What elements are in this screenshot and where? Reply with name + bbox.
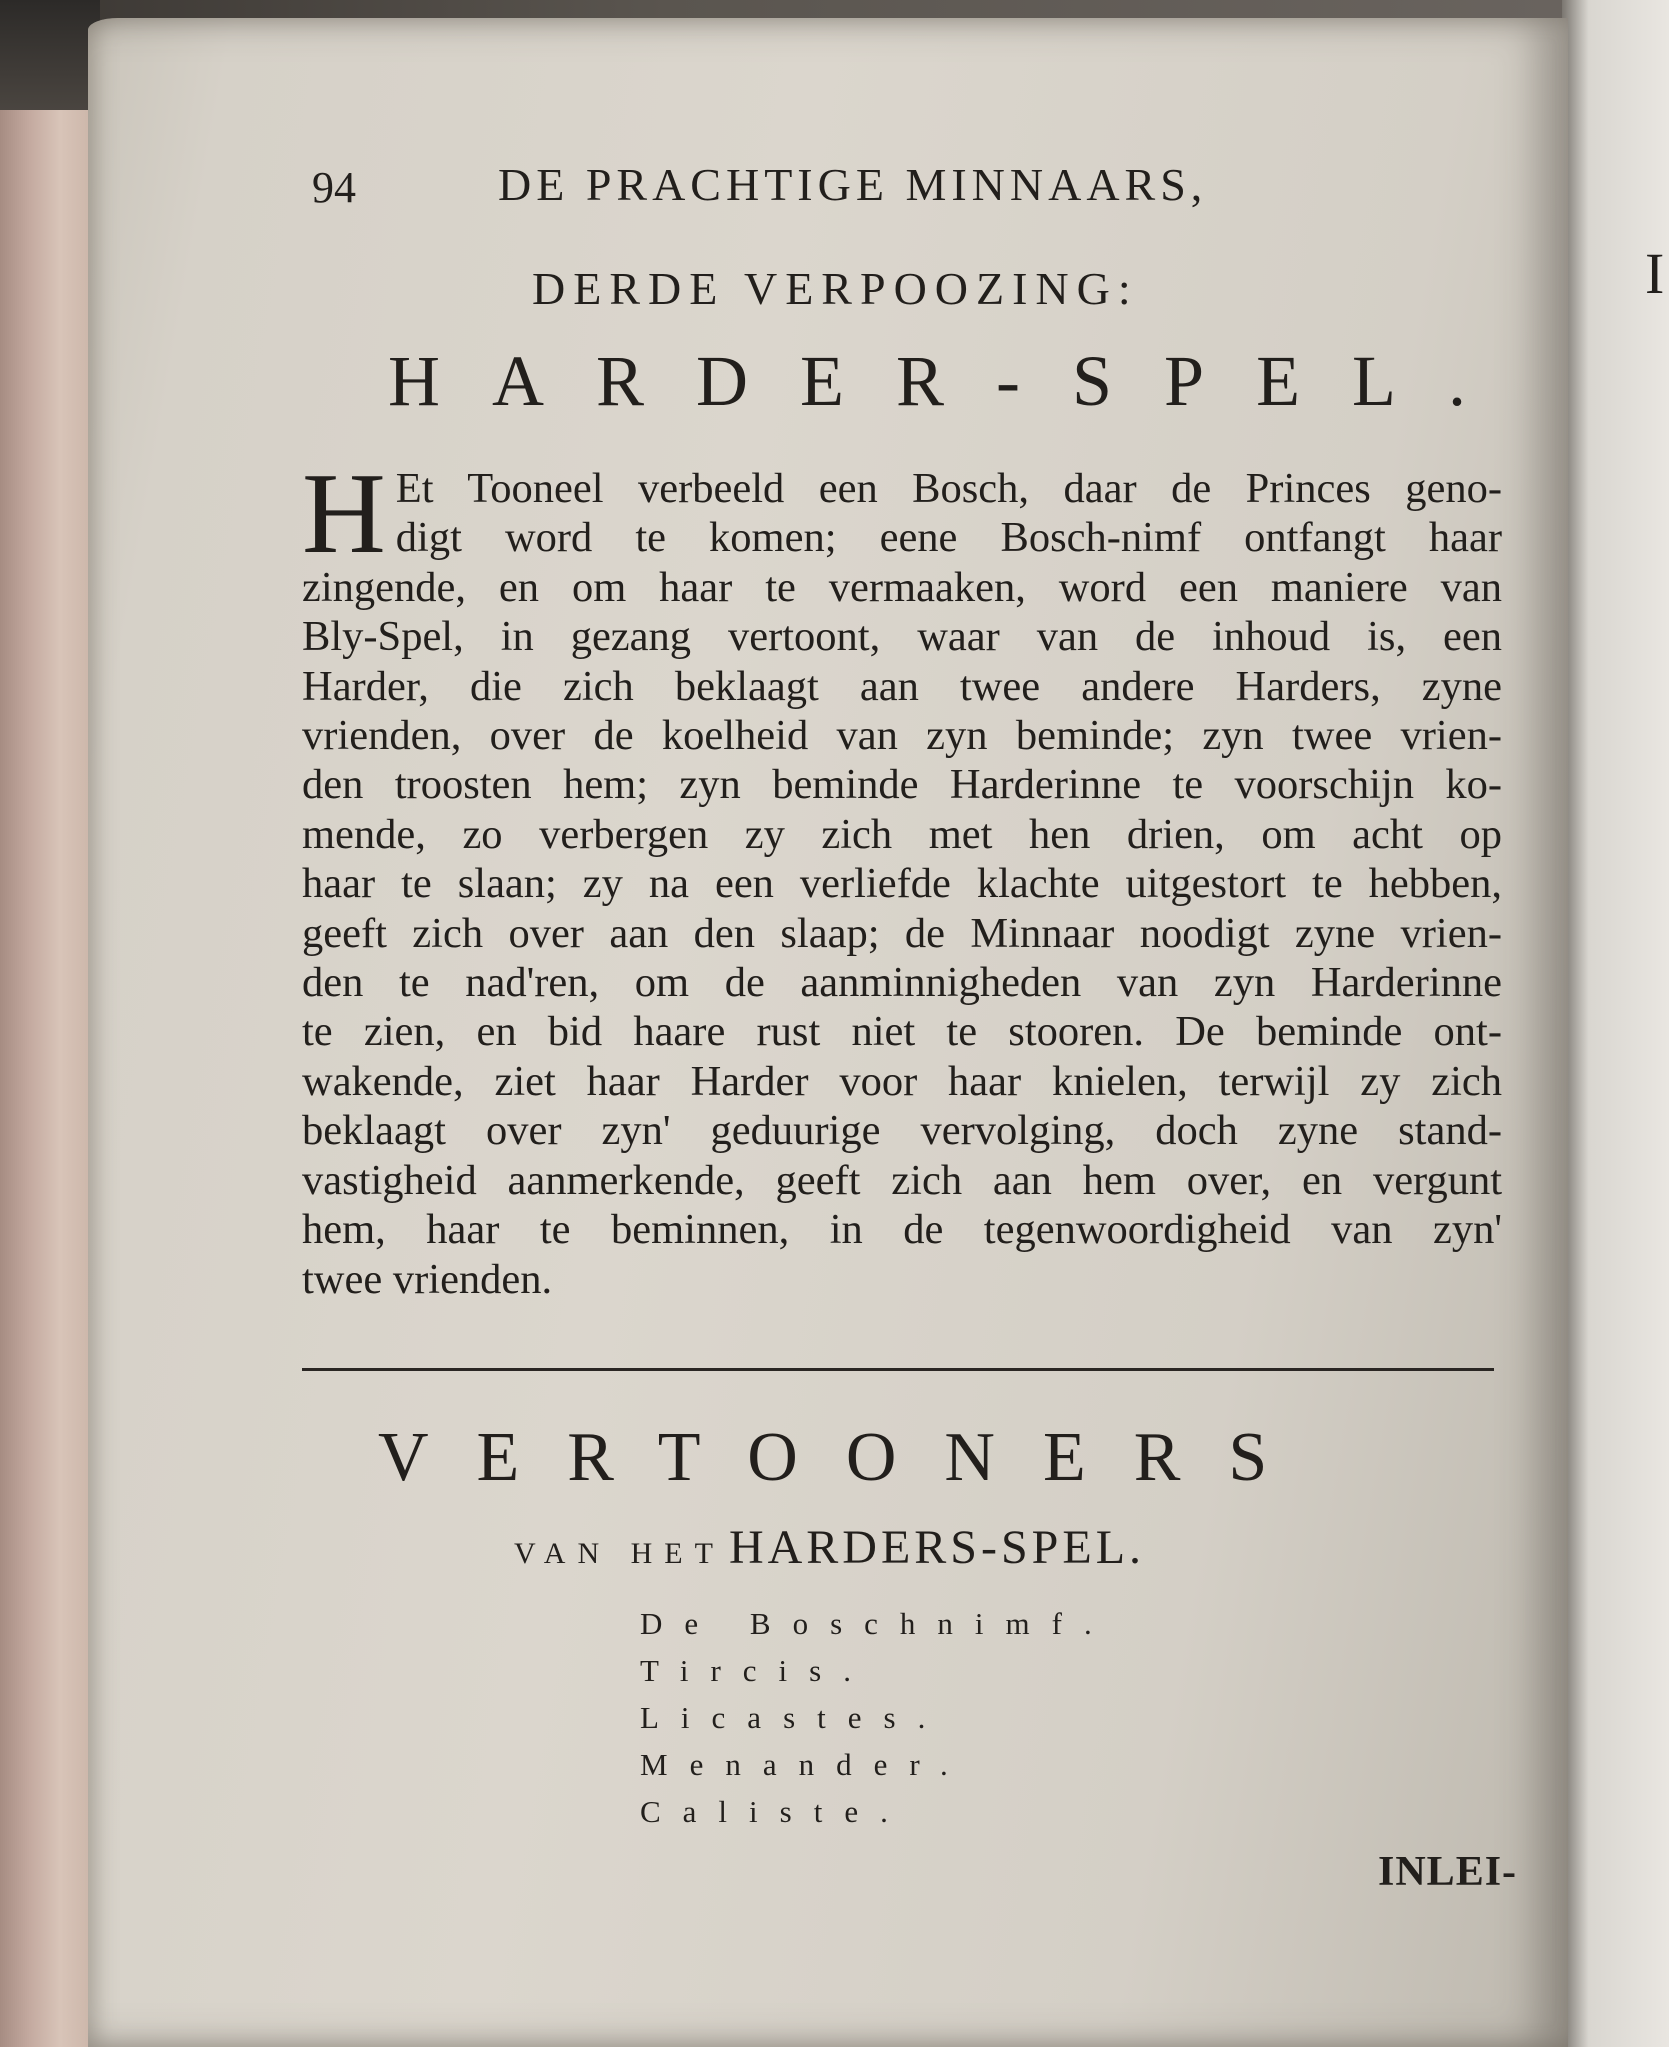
cast-member: Licastes. [640,1700,948,1735]
body-line: den te nad'ren, om de aanminnigheden van zyn Harderinne [302,959,1502,1007]
body-line: beklaagt over zyn' geduurige vervolging, doch zyne stand- [302,1107,1502,1155]
play-title: HARDER-SPEL. [388,341,1519,421]
body-line: Et Tooneel verbeeld een Bosch, daar de Princes geno- [395,465,1502,512]
body-line: digt word te komen; eene Bosch-nimf ontfangt haar [395,514,1502,562]
body-line: vastigheid aanmerkende, geeft zich aan hem over, en vergunt [302,1156,1502,1204]
cast-member: Menander. [640,1747,970,1782]
cast-subheading-title: HARDERS-SPEL. [728,1521,1146,1574]
cast-heading: VERTOONERS [378,1419,1316,1496]
body-paragraph [302,450,1502,1304]
cast-subheading [514,1520,1145,1575]
body-line: wakende, ziet haar Harder voor haar knielen, terwijl zy zich [302,1057,1502,1105]
body-line: mende, zo verbergen zy zich met hen drien, om acht op [302,810,1502,858]
body-line: Harder, die zich beklaagt aan twee andere Harders, zyne [302,662,1502,710]
page-number: 94 [312,163,356,212]
body-line: den troosten hem; zyn beminde Harderinne te voorschijn ko- [302,761,1502,809]
cast-subheading-small: VAN HET [514,1537,725,1570]
body-line: te zien, en bid haare rust niet te stooren. De beminde ont- [302,1008,1502,1056]
body-line: hem, haar te beminnen, in de tegenwoordigheid van zyn' [302,1206,1502,1254]
facing-page-letter: I [1645,241,1665,306]
body-line: twee vrienden. [302,1255,553,1303]
cast-list [640,1600,1114,1835]
book-spine [0,0,100,2047]
drop-cap: H [302,450,386,578]
catchword: INLEI- [1378,1849,1518,1895]
facing-page-edge [1562,0,1669,2047]
section-subtitle: DERDE VERPOOZING: [532,263,1139,314]
body-line: vrienden, over de koelheid van zyn beminde; zyn twee vrien- [302,712,1502,760]
spine-shadow [0,0,100,110]
cast-member: Tircis. [640,1653,873,1688]
body-line: haar te slaan; zy na een verliefde klachte uitgestort te hebben, [302,860,1502,908]
running-head: DE PRACHTIGE MINNAARS, [498,159,1208,210]
body-line: zingende, en om haar te vermaaken, word een maniere van [302,563,1502,611]
cast-member: Caliste. [640,1794,910,1829]
body-line: geeft zich over aan den slaap; de Minnaar noodigt zyne vrien- [302,909,1502,957]
cast-member: De Boschnimf. [640,1606,1114,1641]
horizontal-rule [302,1368,1494,1371]
body-line: Bly-Spel, in gezang vertoont, waar van de inhoud is, een [302,613,1502,661]
